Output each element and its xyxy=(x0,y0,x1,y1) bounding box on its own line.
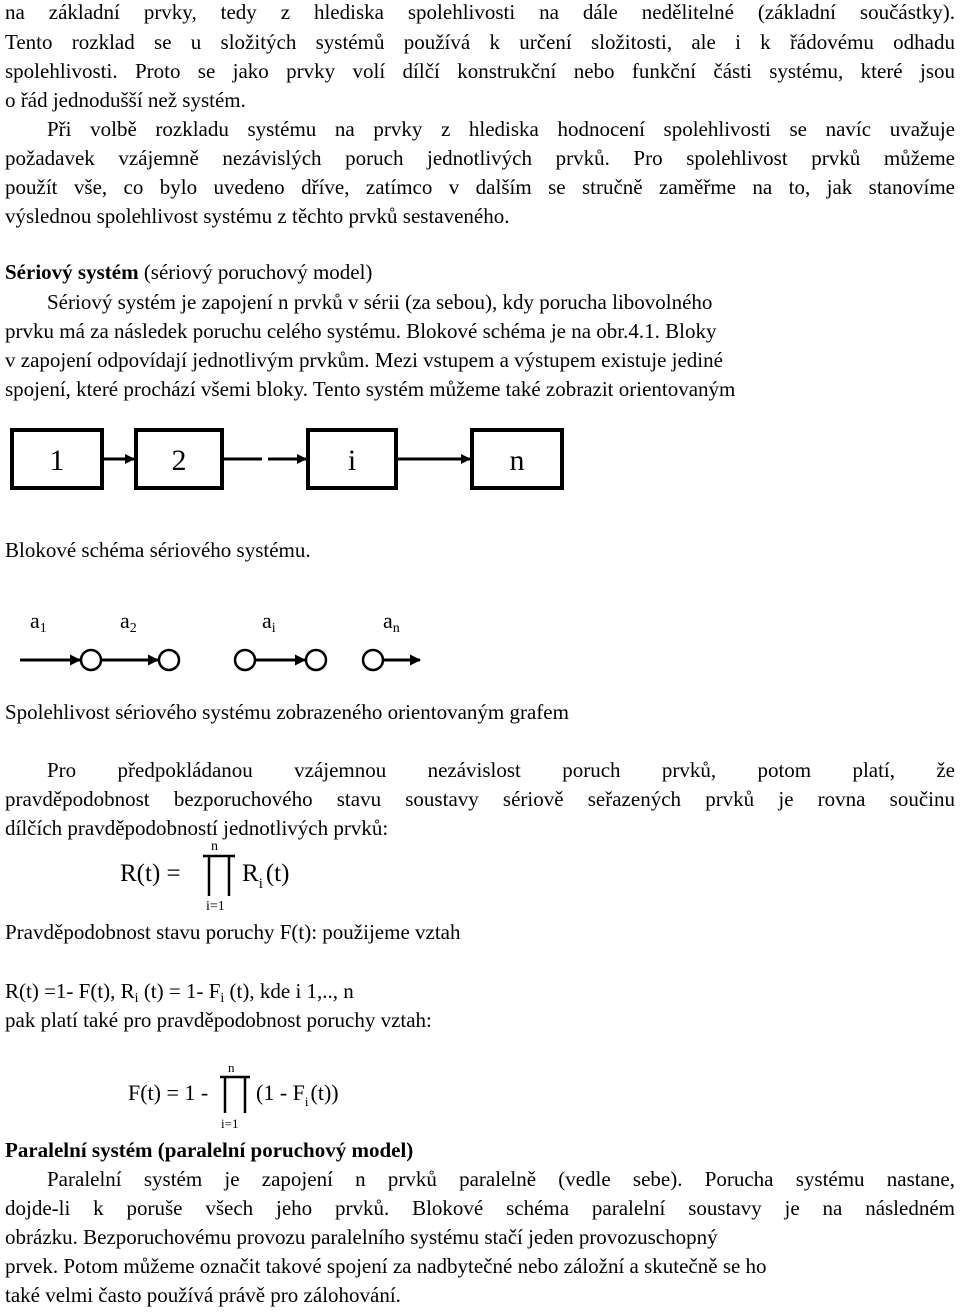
formula-term: $(1 - F_i(t))$ xyxy=(256,1080,339,1109)
text-line: Pro předpokládanou vzájemnou nezávislost poruch prvků, potom platí, že xyxy=(47,758,955,782)
text-line: prvek. Potom můžeme označit takové spojení za nadbytečné nebo záložní a skutečně se ho xyxy=(5,1254,767,1278)
product-upper-limit: n xyxy=(211,839,218,854)
graph-label: a1 xyxy=(30,608,47,636)
formula-reliability-product xyxy=(110,838,310,913)
figure-caption: Spolehlivost sériového systému zobrazeného orientovaným grafem xyxy=(5,700,569,724)
text-line: pak platí také pro pravděpodobnost poruchy vztah: xyxy=(5,1008,432,1032)
text-line: požadavek vzájemně nezávislých poruch jednotlivých prvků. Pro spolehlivost prvků můžeme xyxy=(5,146,955,170)
text-line: obrázku. Bezporuchovému provozu paralelního systému stačí jeden provozuschopný xyxy=(5,1225,718,1249)
graph-label: a2 xyxy=(120,608,137,636)
text-line: také velmi často používá právě pro zálohování. xyxy=(5,1283,401,1307)
graph-node xyxy=(81,650,101,670)
text-line: na základní prvky, tedy z hlediska spolehlivosti na dále nedělitelné (základní součástky). xyxy=(5,0,955,24)
text-line: Tento rozklad se u složitých systémů používá k určení složitosti, ale i k řádovému odhadu xyxy=(5,30,955,54)
relation-line xyxy=(5,979,354,1006)
block-label: 1 xyxy=(49,444,65,477)
serial-block-diagram xyxy=(0,420,620,500)
product-sign xyxy=(203,856,235,896)
text-line: spolehlivosti. Proto se jako prvky volí dílčí konstrukční nebo funkční části systému, které jsou xyxy=(5,59,955,83)
subscript: i xyxy=(220,991,225,1006)
text-line: dojde-li k poruše všech jeho prvků. Blokové schéma paralelní soustavy je na následném xyxy=(5,1196,955,1220)
formula-lhs: R(t) = xyxy=(120,860,181,887)
text-line: Sériový systém je zapojení n prvků v sérii (za sebou), kdy porucha libovolného xyxy=(47,290,713,314)
formula-term: $R_i$ (t) xyxy=(242,860,290,892)
graph-node xyxy=(306,650,326,670)
product-sign xyxy=(220,1077,250,1113)
text-line: Pravděpodobnost stavu poruchy F(t): použijeme vztah xyxy=(5,920,461,944)
figure-caption: Blokové schéma sériového systému. xyxy=(5,538,311,562)
text-line: spojení, které prochází všemi bloky. Tento systém můžeme také zobrazit orientovaným xyxy=(5,377,736,401)
block-label: 2 xyxy=(171,444,187,477)
serial-oriented-graph xyxy=(0,600,440,680)
text-line: v zapojení odpovídají jednotlivým prvkům. Mezi vstupem a výstupem existuje jediné xyxy=(5,348,723,372)
text-line: Paralelní systém je zapojení n prvků paralelně (vedle sebe). Porucha systému nastane, xyxy=(47,1167,955,1191)
product-lower-limit: i=1 xyxy=(221,1116,239,1131)
text-line: o řád jednodušší než systém. xyxy=(5,88,246,112)
text-line: prvku má za následek poruchu celého systému. Blokové schéma je na obr.4.1. Bloky xyxy=(5,319,717,343)
text-line: použít vše, co bylo uvedeno dříve, zatímco v dalším se stručně zaměřme na to, jak stanovíme xyxy=(5,175,955,199)
heading-bold: Sériový systém xyxy=(5,260,139,284)
block-label: n xyxy=(509,444,525,477)
graph-node xyxy=(159,650,179,670)
relation-part: (t), kde i 1,.., n xyxy=(224,979,354,1003)
graph-node xyxy=(235,650,255,670)
section-heading-parallel: Paralelní systém (paralelní poruchový model) xyxy=(5,1138,414,1162)
block-label: i xyxy=(347,444,357,477)
relation-part: R(t) =1- F(t), R xyxy=(5,979,135,1003)
subscript: i xyxy=(134,991,139,1006)
text-line: dílčích pravděpodobností jednotlivých prvků: xyxy=(5,816,389,840)
graph-label: an xyxy=(383,608,400,636)
formula-failure-product xyxy=(120,1060,360,1135)
section-heading-serial xyxy=(5,262,372,283)
product-upper-limit: n xyxy=(228,1060,235,1075)
graph-node xyxy=(363,650,383,670)
graph-label: ai xyxy=(262,608,276,636)
text-line: výslednou spolehlivost systému z těchto prvků sestaveného. xyxy=(5,204,510,228)
product-lower-limit: i=1 xyxy=(206,899,225,913)
text-line: Při volbě rozkladu systému na prvky z hlediska hodnocení spolehlivosti se navíc uvažuje xyxy=(47,117,955,141)
formula-lhs: F(t) = 1 - xyxy=(128,1080,209,1105)
relation-part: (t) = 1- F xyxy=(138,979,221,1003)
text-line: pravděpodobnost bezporuchového stavu soustavy sériově seřazených prvků je rovna součinu xyxy=(5,787,955,811)
heading-rest: (sériový poruchový model) xyxy=(138,260,373,284)
